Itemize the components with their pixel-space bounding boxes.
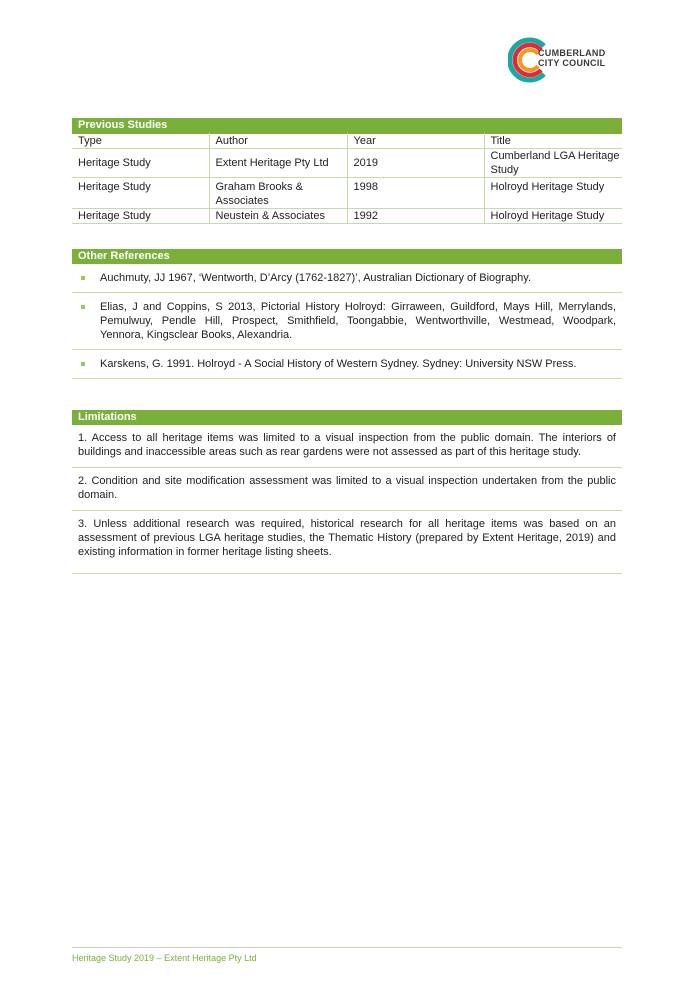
logo-line-1: CUMBERLAND [538, 48, 606, 58]
cell-title: Holroyd Heritage Study [484, 178, 622, 209]
reference-text: Auchmuty, JJ 1967, ‘Wentworth, D’Arcy (1762-1827)’, Australian Dictionary of Biography. [100, 272, 532, 284]
logo-line-2: CITY COUNCIL [538, 58, 606, 68]
table-row [72, 149, 622, 178]
cell-author: Neustein & Associates [209, 209, 347, 224]
table-row [72, 209, 622, 224]
column-header-year: Year [347, 134, 484, 149]
references-list [72, 264, 622, 379]
limitations-heading: Limitations [72, 410, 622, 425]
table-header-row [72, 134, 622, 149]
column-header-title: Title [484, 134, 622, 149]
list-item [72, 293, 622, 350]
previous-studies-table [72, 133, 622, 224]
council-logo [508, 34, 628, 86]
footer-divider [72, 947, 622, 948]
bullet-icon [81, 305, 85, 309]
limitations-section [72, 410, 622, 574]
cell-title: Cumberland LGA Heritage Study [484, 149, 622, 178]
cell-year: 2019 [347, 149, 484, 178]
bullet-icon [81, 362, 85, 366]
reference-text: Karskens, G. 1991. Holroyd - A Social History of Western Sydney. Sydney: University NSW Press. [100, 358, 577, 370]
limitation-item: 3. Unless additional research was required, historical research for all heritage items was based on an assessment of previous LGA heritage studies, the Thematic History (prepared by Extent Heritage, 2019) and existing information in former heritage listing sheets. [72, 516, 622, 574]
column-header-type: Type [72, 134, 209, 149]
page-footer: Heritage Study 2019 – Extent Heritage Pty Ltd [72, 953, 257, 963]
list-item [72, 350, 622, 379]
cell-type: Heritage Study [72, 178, 209, 209]
bullet-icon [81, 276, 85, 280]
limitation-item: 2. Condition and site modification assessment was limited to a visual inspection undertaken from the public domain. [72, 473, 622, 511]
council-logo-wordmark [538, 48, 606, 68]
cell-year: 1998 [347, 178, 484, 209]
previous-studies-section [72, 118, 622, 224]
cell-year: 1992 [347, 209, 484, 224]
cell-type: Heritage Study [72, 209, 209, 224]
limitation-item: 1. Access to all heritage items was limited to a visual inspection from the public domain. The interiors of buildings and inaccessible areas such as rear gardens were not assessed as part of this heritage study. [72, 430, 622, 468]
list-item [72, 264, 622, 293]
cell-author: Graham Brooks & Associates [209, 178, 347, 209]
cell-type: Heritage Study [72, 149, 209, 178]
column-header-author: Author [209, 134, 347, 149]
cell-author: Extent Heritage Pty Ltd [209, 149, 347, 178]
previous-studies-heading: Previous Studies [72, 118, 622, 133]
reference-text: Elias, J and Coppins, S 2013, Pictorial History Holroyd: Girraween, Guildford, Mays Hill, Merrylands, Pemulwuy, Pendle Hill, Prospect, Smithfield, Toongabbie, Wentworthville, Westmead, Woodpark, Yennora, Kingsclear Books, Alexandria. [100, 301, 616, 341]
cell-title: Holroyd Heritage Study [484, 209, 622, 224]
table-row [72, 178, 622, 209]
other-references-heading: Other References [72, 249, 622, 264]
other-references-section [72, 249, 622, 379]
